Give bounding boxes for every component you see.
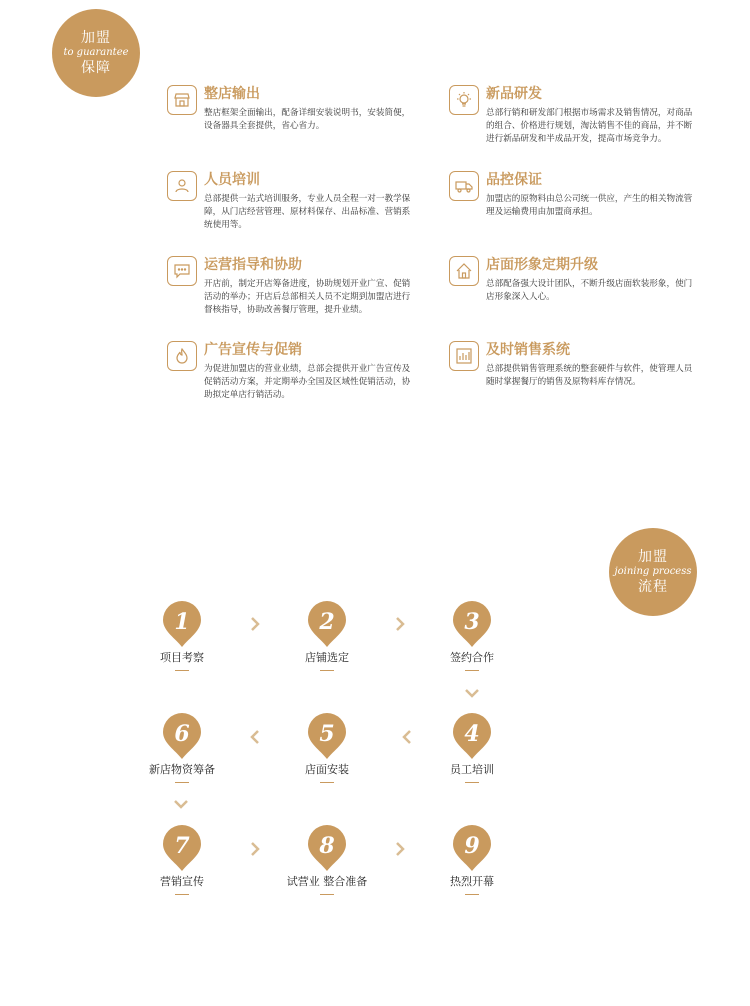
chevron-right-icon: [393, 841, 407, 857]
map-pin-icon: [307, 824, 347, 872]
chevron-left-icon: [248, 729, 262, 745]
feature-title: 整店输出: [204, 86, 260, 102]
feature-title: 人员培训: [204, 172, 260, 188]
process-step: [417, 824, 527, 895]
map-pin-icon: [452, 600, 492, 648]
process-step: [417, 600, 527, 671]
chevron-down-icon: [173, 797, 189, 811]
chat-icon: [167, 256, 197, 286]
step-number: 8: [319, 833, 335, 859]
step-underline: [320, 894, 334, 895]
process-step: [127, 824, 237, 895]
step-label: 店面安装: [305, 763, 349, 776]
step-label: 项目考察: [160, 651, 204, 664]
step-underline: [465, 782, 479, 783]
process-step: [127, 600, 237, 671]
step-underline: [465, 894, 479, 895]
step-label: 员工培训: [450, 763, 494, 776]
map-pin-icon: [162, 600, 202, 648]
step-underline: [175, 782, 189, 783]
feature-desc: 开店前，制定开店筹备进度，协助规划开业广宣、促销活动的举办；开店后总部相关人员不定期到加盟店进行督核指导，协助改善餐厅管理，提升业绩。: [204, 279, 411, 315]
map-pin-icon: [452, 824, 492, 872]
map-pin-icon: [162, 712, 202, 760]
badge-title-top: 加盟: [81, 30, 111, 46]
chevron-right-icon: [248, 841, 262, 857]
process-step: [127, 712, 237, 783]
feature-desc: 总部提供销售管理系统的整套硬件与软件，使管理人员随时掌握餐厅的销售及原物料库存情况。: [486, 364, 693, 387]
store-icon: [167, 85, 197, 115]
step-number: 4: [464, 721, 480, 747]
feature-desc: 总部配备强大设计团队，不断升级店面软装形象，使门店形象深入人心。: [486, 279, 693, 302]
feature-title: 新品研发: [486, 86, 542, 102]
process-step: [272, 600, 382, 671]
feature-title: 广告宣传与促销: [204, 342, 302, 358]
map-pin-icon: [452, 712, 492, 760]
step-number: 7: [174, 833, 190, 859]
step-number: 5: [319, 721, 335, 747]
feature-desc: 加盟店的原物料由总公司统一供应，产生的相关物流管理及运输费用由加盟商承担。: [486, 194, 693, 217]
feature-desc: 为促进加盟店的营业业绩，总部会提供开业广告宣传及促销活动方案，并定期举办全国及区域性促销活动，协助拟定单店行销活动。: [204, 364, 411, 400]
step-number: 2: [319, 609, 335, 635]
badge-subtitle: joining process: [614, 566, 692, 577]
step-underline: [320, 782, 334, 783]
chevron-right-icon: [248, 616, 262, 632]
feature-title: 店面形象定期升级: [486, 257, 598, 273]
step-label: 营销宣传: [160, 875, 204, 888]
feature-title: 及时销售系统: [486, 342, 570, 358]
truck-icon: [449, 171, 479, 201]
house-icon: [449, 256, 479, 286]
feature-desc: 总部行销和研发部门根据市场需求及销售情况，对商品的组合、价格进行规划，淘汰销售不佳的商品，并不断进行新品研发和半成品开发，提高市场竞争力。: [486, 108, 693, 144]
badge-subtitle: to guarantee: [63, 47, 129, 58]
step-underline: [175, 894, 189, 895]
guarantee-badge: [52, 9, 140, 97]
feature-title: 运营指导和协助: [204, 257, 302, 273]
map-pin-icon: [307, 600, 347, 648]
step-number: 9: [464, 833, 480, 859]
process-step: [272, 712, 382, 783]
chevron-left-icon: [400, 729, 414, 745]
feature-desc: 整店框架全面输出，配备详细安装说明书，安装简便，设备器具全套提供，省心省力。: [204, 108, 411, 131]
process-step: [272, 824, 382, 895]
badge-title-bottom: 流程: [638, 579, 668, 595]
step-label: 新店物资筹备: [149, 763, 215, 776]
step-label: 店铺选定: [305, 651, 349, 664]
badge-title-bottom: 保障: [81, 60, 111, 76]
step-number: 3: [464, 609, 480, 635]
step-label: 试营业 整合准备: [286, 875, 368, 888]
fire-icon: [167, 341, 197, 371]
badge-title-top: 加盟: [638, 549, 668, 565]
user-icon: [167, 171, 197, 201]
feature-title: 品控保证: [486, 172, 542, 188]
step-number: 6: [174, 721, 190, 747]
process-step: [417, 712, 527, 783]
map-pin-icon: [162, 824, 202, 872]
process-badge: [609, 528, 697, 616]
feature-desc: 总部提供一站式培训服务，专业人员全程一对一教学保障，从门店经营管理、原材料保存、出品标准、营销系统使用等。: [204, 194, 411, 230]
step-underline: [465, 670, 479, 671]
bar-chart-icon: [449, 341, 479, 371]
step-underline: [320, 670, 334, 671]
step-underline: [175, 670, 189, 671]
chevron-right-icon: [393, 616, 407, 632]
step-number: 1: [174, 609, 190, 635]
map-pin-icon: [307, 712, 347, 760]
step-label: 签约合作: [450, 651, 494, 664]
step-label: 热烈开幕: [450, 875, 494, 888]
lightbulb-icon: [449, 85, 479, 115]
chevron-down-icon: [464, 686, 480, 700]
